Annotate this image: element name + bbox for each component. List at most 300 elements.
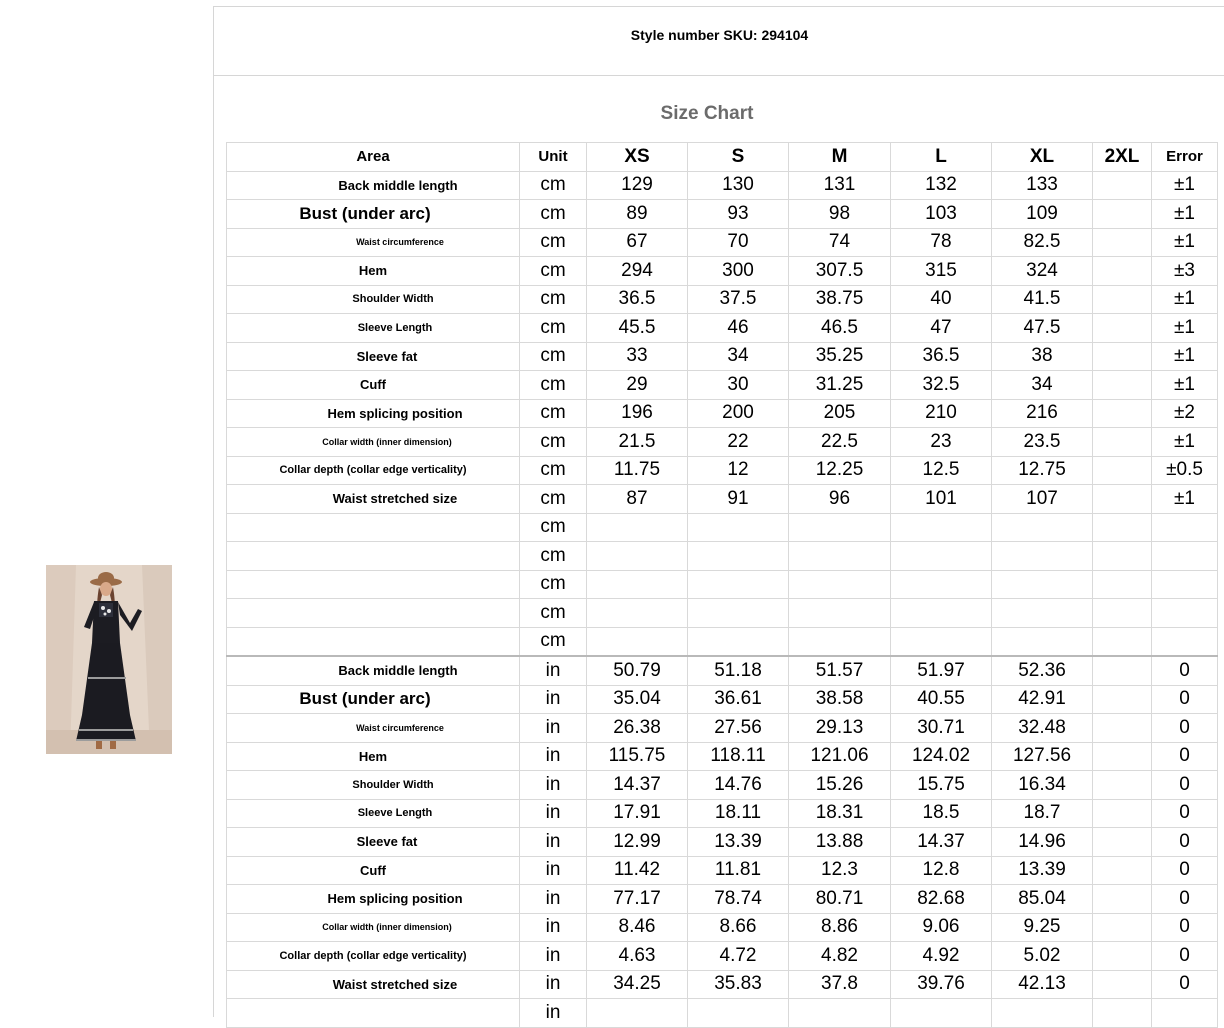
value-cell: 0	[1152, 685, 1218, 714]
value-cell: 85.04	[992, 885, 1093, 914]
value-cell: 32.5	[891, 371, 992, 400]
value-cell	[1093, 999, 1152, 1028]
value-cell: 18.11	[688, 799, 789, 828]
size-chart-table	[226, 142, 1218, 1028]
header-size-l: L	[891, 143, 992, 172]
value-cell	[1093, 742, 1152, 771]
value-cell: 9.06	[891, 913, 992, 942]
value-cell: 38.58	[789, 685, 891, 714]
value-cell: 15.75	[891, 771, 992, 800]
unit-cell: cm	[520, 285, 587, 314]
sku-label: Style number SKU: 294104	[214, 7, 1224, 76]
size-chart-panel	[213, 6, 1224, 1023]
unit-cell: in	[520, 656, 587, 685]
value-cell: 0	[1152, 970, 1218, 999]
value-cell: 46.5	[789, 314, 891, 343]
value-cell: 11.42	[587, 856, 688, 885]
table-row	[227, 656, 1218, 685]
value-cell: 34	[688, 342, 789, 371]
table-row	[227, 856, 1218, 885]
value-cell	[1093, 228, 1152, 257]
table-row	[227, 257, 1218, 286]
value-cell: 0	[1152, 885, 1218, 914]
value-cell: 46	[688, 314, 789, 343]
value-cell	[1152, 570, 1218, 599]
header-area: Area	[227, 143, 520, 172]
value-cell	[1093, 799, 1152, 828]
unit-cell: cm	[520, 485, 587, 514]
value-cell: 33	[587, 342, 688, 371]
value-cell: 89	[587, 200, 688, 229]
value-cell	[992, 627, 1093, 656]
value-cell	[688, 627, 789, 656]
area-cell: Waist stretched size	[227, 485, 520, 514]
area-cell: Sleeve fat	[227, 342, 520, 371]
unit-cell: cm	[520, 456, 587, 485]
value-cell	[1093, 656, 1152, 685]
value-cell: 12.75	[992, 456, 1093, 485]
value-cell: ±1	[1152, 428, 1218, 457]
value-cell: 121.06	[789, 742, 891, 771]
header-size-xl: XL	[992, 143, 1093, 172]
area-cell: Hem	[227, 742, 520, 771]
value-cell: 196	[587, 399, 688, 428]
value-cell: 129	[587, 171, 688, 200]
value-cell: 18.7	[992, 799, 1093, 828]
value-cell: 38.75	[789, 285, 891, 314]
value-cell: 8.66	[688, 913, 789, 942]
value-cell	[1093, 714, 1152, 743]
area-cell	[227, 627, 520, 656]
value-cell: 12.99	[587, 828, 688, 857]
unit-cell: in	[520, 999, 587, 1028]
value-cell: ±1	[1152, 314, 1218, 343]
area-cell: Sleeve Length	[227, 314, 520, 343]
value-cell	[1152, 999, 1218, 1028]
unit-cell: cm	[520, 371, 587, 400]
value-cell: 96	[789, 485, 891, 514]
value-cell: 0	[1152, 742, 1218, 771]
value-cell: 35.83	[688, 970, 789, 999]
value-cell	[1093, 342, 1152, 371]
value-cell: 5.02	[992, 942, 1093, 971]
unit-cell: cm	[520, 314, 587, 343]
value-cell: 38	[992, 342, 1093, 371]
value-cell	[1093, 371, 1152, 400]
value-cell: 21.5	[587, 428, 688, 457]
value-cell: 40.55	[891, 685, 992, 714]
value-cell: 37.8	[789, 970, 891, 999]
value-cell: 77.17	[587, 885, 688, 914]
value-cell: 31.25	[789, 371, 891, 400]
value-cell	[1093, 570, 1152, 599]
value-cell: ±1	[1152, 485, 1218, 514]
value-cell: 0	[1152, 856, 1218, 885]
table-row	[227, 485, 1218, 514]
value-cell	[1093, 542, 1152, 571]
value-cell: 0	[1152, 771, 1218, 800]
value-cell	[992, 542, 1093, 571]
value-cell: 82.5	[992, 228, 1093, 257]
value-cell	[992, 513, 1093, 542]
value-cell: ±1	[1152, 342, 1218, 371]
value-cell: 34	[992, 371, 1093, 400]
value-cell: 200	[688, 399, 789, 428]
value-cell	[891, 542, 992, 571]
unit-cell: in	[520, 913, 587, 942]
table-row	[227, 685, 1218, 714]
value-cell: 32.48	[992, 714, 1093, 743]
unit-cell: in	[520, 856, 587, 885]
value-cell	[1093, 314, 1152, 343]
value-cell: 210	[891, 399, 992, 428]
unit-cell: in	[520, 714, 587, 743]
model-photo-illustration	[46, 565, 172, 754]
value-cell: 80.71	[789, 885, 891, 914]
value-cell: 98	[789, 200, 891, 229]
value-cell: 47	[891, 314, 992, 343]
value-cell: 16.34	[992, 771, 1093, 800]
value-cell	[1093, 885, 1152, 914]
table-row	[227, 513, 1218, 542]
value-cell: ±2	[1152, 399, 1218, 428]
unit-cell: cm	[520, 399, 587, 428]
area-cell	[227, 570, 520, 599]
value-cell	[992, 999, 1093, 1028]
value-cell: 11.75	[587, 456, 688, 485]
value-cell	[1093, 970, 1152, 999]
value-cell: ±1	[1152, 200, 1218, 229]
value-cell: 12.25	[789, 456, 891, 485]
area-cell: Sleeve Length	[227, 799, 520, 828]
value-cell: 124.02	[891, 742, 992, 771]
value-cell	[1152, 599, 1218, 628]
value-cell	[1093, 171, 1152, 200]
value-cell: 87	[587, 485, 688, 514]
value-cell: 17.91	[587, 799, 688, 828]
area-cell: Back middle length	[227, 656, 520, 685]
product-thumbnail[interactable]	[46, 565, 172, 754]
value-cell: 82.68	[891, 885, 992, 914]
value-cell	[1093, 456, 1152, 485]
value-cell	[1152, 627, 1218, 656]
value-cell: 23.5	[992, 428, 1093, 457]
value-cell: 26.38	[587, 714, 688, 743]
value-cell	[1093, 285, 1152, 314]
area-cell: Hem splicing position	[227, 885, 520, 914]
area-cell: Waist circumference	[227, 228, 520, 257]
area-cell	[227, 599, 520, 628]
unit-cell: cm	[520, 513, 587, 542]
value-cell: 22.5	[789, 428, 891, 457]
area-cell: Waist circumference	[227, 714, 520, 743]
value-cell	[688, 999, 789, 1028]
unit-cell: in	[520, 742, 587, 771]
value-cell	[1093, 856, 1152, 885]
value-cell	[688, 599, 789, 628]
value-cell: 35.25	[789, 342, 891, 371]
value-cell	[992, 570, 1093, 599]
value-cell: 11.81	[688, 856, 789, 885]
table-row	[227, 171, 1218, 200]
value-cell: ±1	[1152, 371, 1218, 400]
table-row	[227, 970, 1218, 999]
table-row	[227, 885, 1218, 914]
value-cell: 42.13	[992, 970, 1093, 999]
area-cell: Bust (under arc)	[227, 685, 520, 714]
table-row	[227, 456, 1218, 485]
value-cell	[1093, 627, 1152, 656]
value-cell: ±1	[1152, 285, 1218, 314]
value-cell: 0	[1152, 828, 1218, 857]
value-cell	[789, 513, 891, 542]
area-cell: Collar depth (collar edge verticality)	[227, 942, 520, 971]
value-cell: 324	[992, 257, 1093, 286]
value-cell	[688, 542, 789, 571]
area-cell: Shoulder Width	[227, 771, 520, 800]
area-cell: Sleeve fat	[227, 828, 520, 857]
area-cell	[227, 542, 520, 571]
header-size-m: M	[789, 143, 891, 172]
value-cell	[891, 999, 992, 1028]
table-row	[227, 342, 1218, 371]
value-cell: 0	[1152, 656, 1218, 685]
area-cell: Collar width (inner dimension)	[227, 913, 520, 942]
unit-cell: cm	[520, 228, 587, 257]
value-cell: 4.82	[789, 942, 891, 971]
value-cell: 132	[891, 171, 992, 200]
value-cell: 131	[789, 171, 891, 200]
table-row	[227, 799, 1218, 828]
unit-cell: cm	[520, 200, 587, 229]
table-row	[227, 599, 1218, 628]
table-row	[227, 913, 1218, 942]
value-cell	[1093, 257, 1152, 286]
value-cell: 101	[891, 485, 992, 514]
value-cell: 118.11	[688, 742, 789, 771]
value-cell: 23	[891, 428, 992, 457]
value-cell: 8.86	[789, 913, 891, 942]
value-cell	[891, 627, 992, 656]
value-cell: 300	[688, 257, 789, 286]
value-cell	[1093, 200, 1152, 229]
value-cell: 35.04	[587, 685, 688, 714]
area-cell: Hem splicing position	[227, 399, 520, 428]
value-cell: 42.91	[992, 685, 1093, 714]
value-cell: 8.46	[587, 913, 688, 942]
value-cell	[1093, 513, 1152, 542]
value-cell: 91	[688, 485, 789, 514]
value-cell: 130	[688, 171, 789, 200]
value-cell: 50.79	[587, 656, 688, 685]
value-cell: ±0.5	[1152, 456, 1218, 485]
value-cell: 27.56	[688, 714, 789, 743]
value-cell: 41.5	[992, 285, 1093, 314]
header-error: Error	[1152, 143, 1218, 172]
unit-cell: cm	[520, 171, 587, 200]
value-cell: 36.61	[688, 685, 789, 714]
value-cell: 0	[1152, 714, 1218, 743]
value-cell: 18.31	[789, 799, 891, 828]
table-row	[227, 570, 1218, 599]
unit-cell: cm	[520, 342, 587, 371]
header-size-2xl: 2XL	[1093, 143, 1152, 172]
value-cell	[587, 542, 688, 571]
area-cell	[227, 513, 520, 542]
value-cell: 216	[992, 399, 1093, 428]
value-cell	[1093, 599, 1152, 628]
table-row	[227, 314, 1218, 343]
value-cell: 22	[688, 428, 789, 457]
unit-cell: cm	[520, 428, 587, 457]
table-row	[227, 200, 1218, 229]
value-cell	[891, 599, 992, 628]
value-cell	[992, 599, 1093, 628]
value-cell: 39.76	[891, 970, 992, 999]
value-cell: 9.25	[992, 913, 1093, 942]
value-cell	[1093, 913, 1152, 942]
value-cell: 115.75	[587, 742, 688, 771]
value-cell: 51.97	[891, 656, 992, 685]
unit-cell: in	[520, 799, 587, 828]
value-cell: 30.71	[891, 714, 992, 743]
size-chart-title: Size Chart	[660, 103, 754, 124]
value-cell	[1093, 685, 1152, 714]
value-cell: 34.25	[587, 970, 688, 999]
value-cell: 12.8	[891, 856, 992, 885]
value-cell: 205	[789, 399, 891, 428]
value-cell: 67	[587, 228, 688, 257]
value-cell	[1152, 513, 1218, 542]
value-cell: 4.72	[688, 942, 789, 971]
value-cell: 0	[1152, 799, 1218, 828]
value-cell: 78.74	[688, 885, 789, 914]
value-cell	[789, 570, 891, 599]
value-cell: 109	[992, 200, 1093, 229]
table-row	[227, 399, 1218, 428]
value-cell: ±1	[1152, 171, 1218, 200]
table-row	[227, 742, 1218, 771]
unit-cell: in	[520, 771, 587, 800]
area-cell: Collar depth (collar edge verticality)	[227, 456, 520, 485]
value-cell: 51.57	[789, 656, 891, 685]
area-cell: Collar width (inner dimension)	[227, 428, 520, 457]
unit-cell: cm	[520, 542, 587, 571]
unit-cell: in	[520, 828, 587, 857]
value-cell	[1093, 771, 1152, 800]
value-cell	[1093, 485, 1152, 514]
area-cell: Waist stretched size	[227, 970, 520, 999]
value-cell: 14.37	[587, 771, 688, 800]
table-header-row	[227, 143, 1218, 172]
value-cell: 40	[891, 285, 992, 314]
value-cell	[789, 542, 891, 571]
table-row	[227, 999, 1218, 1028]
value-cell	[587, 513, 688, 542]
area-cell: Hem	[227, 257, 520, 286]
value-cell: 307.5	[789, 257, 891, 286]
unit-cell: cm	[520, 257, 587, 286]
value-cell: 36.5	[891, 342, 992, 371]
value-cell: 45.5	[587, 314, 688, 343]
value-cell: 133	[992, 171, 1093, 200]
unit-cell: in	[520, 685, 587, 714]
unit-cell: in	[520, 942, 587, 971]
value-cell	[688, 513, 789, 542]
header-size-s: S	[688, 143, 789, 172]
value-cell: 0	[1152, 942, 1218, 971]
value-cell	[891, 513, 992, 542]
unit-cell: cm	[520, 627, 587, 656]
value-cell	[1152, 542, 1218, 571]
table-row	[227, 371, 1218, 400]
value-cell	[789, 999, 891, 1028]
value-cell: 51.18	[688, 656, 789, 685]
value-cell: 14.76	[688, 771, 789, 800]
value-cell	[1093, 828, 1152, 857]
unit-cell: cm	[520, 599, 587, 628]
area-cell: Shoulder Width	[227, 285, 520, 314]
value-cell: 103	[891, 200, 992, 229]
header-size-xs: XS	[587, 143, 688, 172]
value-cell: ±1	[1152, 228, 1218, 257]
value-cell: 74	[789, 228, 891, 257]
value-cell: 37.5	[688, 285, 789, 314]
value-cell: 294	[587, 257, 688, 286]
value-cell: 12	[688, 456, 789, 485]
value-cell: 93	[688, 200, 789, 229]
value-cell: 14.37	[891, 828, 992, 857]
value-cell	[587, 570, 688, 599]
value-cell: 29.13	[789, 714, 891, 743]
value-cell: 52.36	[992, 656, 1093, 685]
value-cell: 70	[688, 228, 789, 257]
value-cell	[688, 570, 789, 599]
area-cell: Cuff	[227, 371, 520, 400]
table-row	[227, 942, 1218, 971]
value-cell	[789, 599, 891, 628]
value-cell: 4.92	[891, 942, 992, 971]
value-cell	[587, 627, 688, 656]
value-cell: 315	[891, 257, 992, 286]
value-cell: 13.39	[688, 828, 789, 857]
value-cell: 47.5	[992, 314, 1093, 343]
table-row	[227, 714, 1218, 743]
value-cell: 29	[587, 371, 688, 400]
area-cell: Bust (under arc)	[227, 200, 520, 229]
table-row	[227, 627, 1218, 656]
area-cell: Cuff	[227, 856, 520, 885]
area-cell	[227, 999, 520, 1028]
value-cell: 13.88	[789, 828, 891, 857]
value-cell: 18.5	[891, 799, 992, 828]
value-cell	[587, 599, 688, 628]
table-row	[227, 828, 1218, 857]
value-cell: 36.5	[587, 285, 688, 314]
table-row	[227, 285, 1218, 314]
value-cell	[891, 570, 992, 599]
value-cell: 12.5	[891, 456, 992, 485]
unit-cell: in	[520, 885, 587, 914]
value-cell	[789, 627, 891, 656]
value-cell: ±3	[1152, 257, 1218, 286]
value-cell: 107	[992, 485, 1093, 514]
value-cell	[1093, 399, 1152, 428]
value-cell: 15.26	[789, 771, 891, 800]
value-cell	[587, 999, 688, 1028]
value-cell: 127.56	[992, 742, 1093, 771]
value-cell: 0	[1152, 913, 1218, 942]
